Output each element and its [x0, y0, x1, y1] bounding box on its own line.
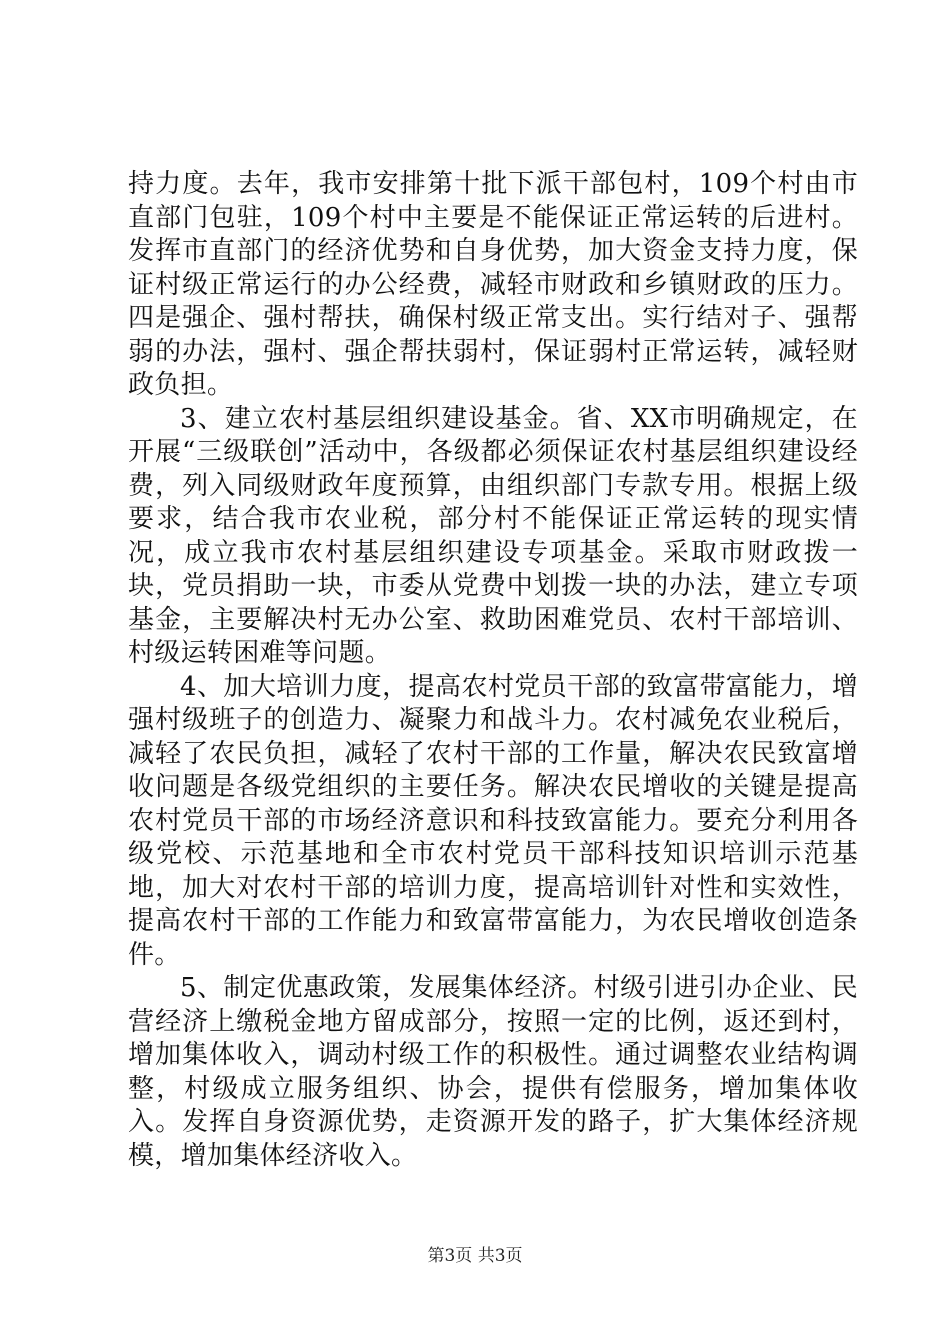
paragraph-3: 4、加大培训力度，提高农村党员干部的致富带富能力，增强村级班子的创造力、凝聚力和战斗力。农村减免农业税后，减轻了农民负担，减轻了农村干部的工作量，解决农民致富增收问题是各级党组织的主要任务。解决农民增收的关键是提高农村党员干部的市场经济意识和科技致富能力。要充分利用各级党校、示范基地和全市农村党员干部科技知识培训示范基地，加大对农村干部的培训力度，提高培训针对性和实效性，提高农村干部的工作能力和致富带富能力，为农民增收创造条件。	[128, 671, 858, 970]
paragraph-1: 持力度。去年，我市安排第十批下派干部包村，109个村由市直部门包驻，109个村中主要是不能保证正常运转的后进村。发挥市直部门的经济优势和自身优势，加大资金支持力度，保证村级正常运行的办公经费，减轻市财政和乡镇财政的压力。四是强企、强村帮扶，确保村级正常支出。实行结对子、强帮弱的办法，强村、强企帮扶弱村，保证弱村正常运转，减轻财政负担。	[128, 169, 858, 400]
document-body	[128, 168, 858, 1173]
page-number-footer: 第3页 共3页	[427, 1246, 523, 1266]
paragraph-4: 5、制定优惠政策，发展集体经济。村级引进引办企业、民营经济上缴税金地方留成部分，按照一定的比例，返还到村，增加集体收入，调动村级工作的积极性。通过调整农业结构调整，村级成立服务组织、协会，提供有偿服务，增加集体收入。发挥自身资源优势，走资源开发的路子，扩大集体经济规模，增加集体经济收入。	[128, 973, 858, 1171]
paragraph-2: 3、建立农村基层组织建设基金。省、XX市明确规定，在开展“三级联创”活动中，各级都必须保证农村基层组织建设经费，列入同级财政年度预算，由组织部门专款专用。根据上级要求，结合我市农业税，部分村不能保证正常运转的现实情况，成立我市农村基层组织建设专项基金。采取市财政拨一块，党员捐助一块，市委从党费中划拨一块的办法，建立专项基金，主要解决村无办公室、救助困难党员、农村干部培训、村级运转困难等问题。	[128, 403, 858, 668]
